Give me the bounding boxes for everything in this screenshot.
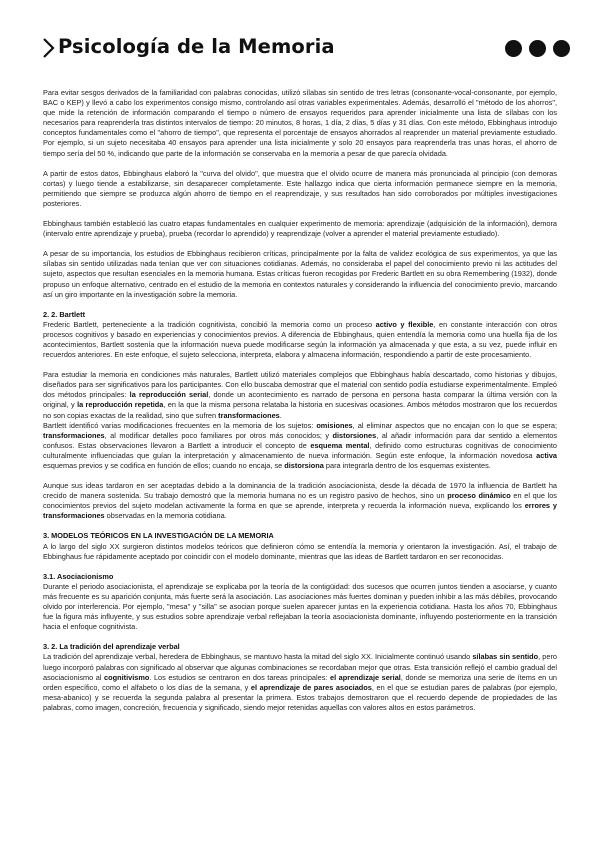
paragraph-associationism: Durante el periodo asociacionista, el aprendizaje se explicaba por la teoría de la contigüidad: dos sucesos que ocurren juntos tienden a asociarse, y cuanto más frecuente es su aparición conjunta, más fuerte será la asociación. Las asociaciones más fuertes dominan y pueden inhibir a las más débiles, provocando olvido por interferencia. Por ejemplo, "mesa" y "silla" se asocian porque suelen aparecer juntas en la experiencia cotidiana. Hasta los años 70, Ebbinghaus fue la figura más influyente, y sus estudios sobre aprendizaje verbal reflejaban la teoría asociacionista dominante, influyendo posteriormente en la transición hacia el enfoque cognitivista. — [43, 581, 557, 632]
menu-dots-icon — [505, 40, 570, 58]
page-title: Psicología de la Memoria — [58, 35, 335, 58]
chevron-right-icon — [40, 37, 58, 59]
paragraph-forgetting-curve: A partir de estos datos, Ebbinghaus elaboró la "curva del olvido", que muestra que el olvido ocurre de manera más pronunciada al principio (con demoras cortas) y luego tiende a estabilizarse, sin desaparecer completamente. Este hallazgo indica que cierta información permanece siempre en la memoria, permitiendo que siempre se produzca algún ahorro de tiempo en el reaprendizaje, y sus resultados han sido corroborados por múltiples investigaciones posteriores. — [43, 168, 557, 208]
dot-1 — [505, 40, 522, 57]
paragraph-bartlett-modifications: Bartlett identificó varias modificaciones frecuentes en la memoria de los sujetos: omisiones, al eliminar aspectos que no encajan con lo que se espera; transformaciones, al modificar detalles poco familiares por otros más conocidos; y distorsiones, al añadir información para dar sentido a elementos confusos. Estas observaciones llevaron a Bartlett a introducir el concepto de esquema mental, definido como estructuras cognitivas de conocimiento culturalmente influenciadas que guían la interpretación y almacenamiento de nueva información. Según este enfoque, la información novedosa activa esquemas previos y se codifica en función de ellos; cuando no encaja, se distorsiona para integrarla dentro de los esquemas existentes. — [43, 420, 557, 470]
page-header — [40, 36, 570, 62]
document-body — [43, 88, 557, 723]
dot-2 — [529, 40, 546, 57]
section-heading-bartlett: 2. 2. Bartlett — [43, 309, 86, 319]
section-heading-verbal-learning: 3. 2. La tradición del aprendizaje verbal — [43, 642, 180, 652]
paragraph-bartlett-legacy: Aunque sus ideas tardaron en ser aceptadas debido a la dominancia de la tradición asociacionista, desde la década de 1970 la influencia de Bartlett ha crecido de manera sostenida. Su trabajo demostró que la memoria humana no es un registro pasivo de hechos, sino un proceso dinámico en el que los conocimientos previos del sujeto modelan activamente la forma en que se aprende, interpreta y recuerda la información nueva, explicando los errores y transformaciones observadas en la memoria cotidiana. — [43, 481, 558, 521]
dot-3 — [553, 40, 570, 57]
paragraph-models-intro: A lo largo del siglo XX surgieron distintos modelos teóricos que definieron cómo se entendía la memoria y orientaron la investigación. Así, el trabajo de Ebbinghaus fue rápidamente aceptado por coincidir con el modelo dominante, mientras que las ideas de Bartlett tardaron en ser reconocidas. — [43, 541, 557, 561]
paragraph-method: Para evitar sesgos derivados de la familiaridad con palabras conocidas, utilizó sílabas sin sentido de tres letras (consonante-vocal-consonante, por ejemplo, BAC o KEP) y llevó a cabo los experimentos consigo mismo, controlando así otras variables experimentales. Además, desarrolló el "método de los ahorros", que mide la retención de información comparando el tiempo o número de ensayos requeridos para aprender inicialmente una lista de sílabas con los necesarios para reaprenderla tras distintos intervalos de tiempo: 20 minutos, 8 horas, 1 día, 2 días, 5 días y 31 días. Con este método, Ebbinghaus introdujo conceptos fundamentales como el "ahorro de tiempo", que representa el porcentaje de ensayos ahorrados al reaprender un material previamente estudiado. Por ejemplo, si un sujeto necesitaba 40 ensayos para aprender una lista inicialmente y solo 20 ensayos para reaprenderla tras unas horas, el ahorro de tiempo sería del 50 %, indicando que parte de la información se conservaba en la memoria a pesar de que parecía olvidada. — [43, 88, 557, 158]
paragraph-bartlett-methods: Para estudiar la memoria en condiciones más naturales, Bartlett utilizó materiales complejos que Ebbinghaus había descartado, como historias y dibujos, diseñados para ser significativos para los participantes. Con ello buscaba demostrar que el material con sentido podía estudiarse experimentalmente. Empleó dos métodos principales: la reproducción serial, donde un acontecimiento es narrado de persona en persona hasta comparar la última versión con la original, y la reproducción repetida, en la que la misma persona relataba la historia en sucesivas ocasiones. Ambos métodos mostraron que los recuerdos no son copias exactas de la realidad, sino que sufren transformaciones. — [43, 370, 558, 420]
section-heading-associationism: 3.1. Asociacionismo — [43, 571, 114, 581]
paragraph-bartlett-intro: Frederic Bartlett, perteneciente a la tradición cognitivista, concibió la memoria como un proceso activo y flexible, en constante interacción con otros procesos cognitivos y basado en experiencias y conocimientos previos. A diferencia de Ebbinghaus, quien entendía la memoria como una huella fija de los acontecimientos, Bartlett sostenía que la información nueva puede modificarse según la información ya almacenada y que esta, a su vez, puede influir en recuerdos anteriores. En este enfoque, el sujeto selecciona, interpreta, elabora y almacena información, respondiendo a partir de este procesamiento. — [43, 319, 557, 360]
section-heading-models: 3. MODELOS TEÓRICOS EN LA INVESTIGACIÓN DE LA MEMORIA — [43, 531, 274, 541]
paragraph-verbal-learning: La tradición del aprendizaje verbal, heredera de Ebbinghaus, se mantuvo hasta la mitad del siglo XX. Inicialmente continuó usando sílabas sin sentido, pero luego incorporó palabras con significado al observar que algunas combinaciones se recordaban mejor que otras. Esta transición reflejó el cambio gradual del asociacionismo al cognitivismo. Los estudios se centraron en dos tareas principales: el aprendizaje serial, donde se memoriza una serie de ítems en un orden específico, como el alfabeto o los días de la semana, y el aprendizaje de pares asociados, en el que se estudian pares de palabras (por ejemplo, mesa-abanico) y se recuerda la segunda palabra al presentar la primera. Estos trabajos demostraron que el recuerdo depende de propiedades de las palabras, como imagen, concreción, frecuencia y significado, siendo mejor retenidas aquellas con valores altos en estos parámetros. — [43, 652, 557, 712]
paragraph-criticism: A pesar de su importancia, los estudios de Ebbinghaus recibieron críticas, principalmente por la falta de validez ecológica de sus experimentos, ya que las sílabas sin sentido utilizadas nada tenían que ver con situaciones cotidianas. Además, no consideraba el papel del conocimiento previo ni las actitudes del sujeto, aspectos que resultan esenciales en la memoria humana. Estas críticas fueron recogidas por Frederic Bartlett en su obra Remembering (1932), donde propuso un enfoque alternativo, centrado en el estudio de la memoria en contextos naturales y considerando la influencia del conocimiento previo, marcando así un giro importante en la investigación sobre la memoria. — [43, 249, 557, 299]
paragraph-stages: Ebbinghaus también estableció las cuatro etapas fundamentales en cualquier experimento de memoria: aprendizaje (adquisición de la información), demora (intervalo entre aprendizaje y prueba), prueba (recordar lo aprendido) y reaprendizaje (volver a aprender el material previamente estudiado). — [43, 219, 557, 239]
